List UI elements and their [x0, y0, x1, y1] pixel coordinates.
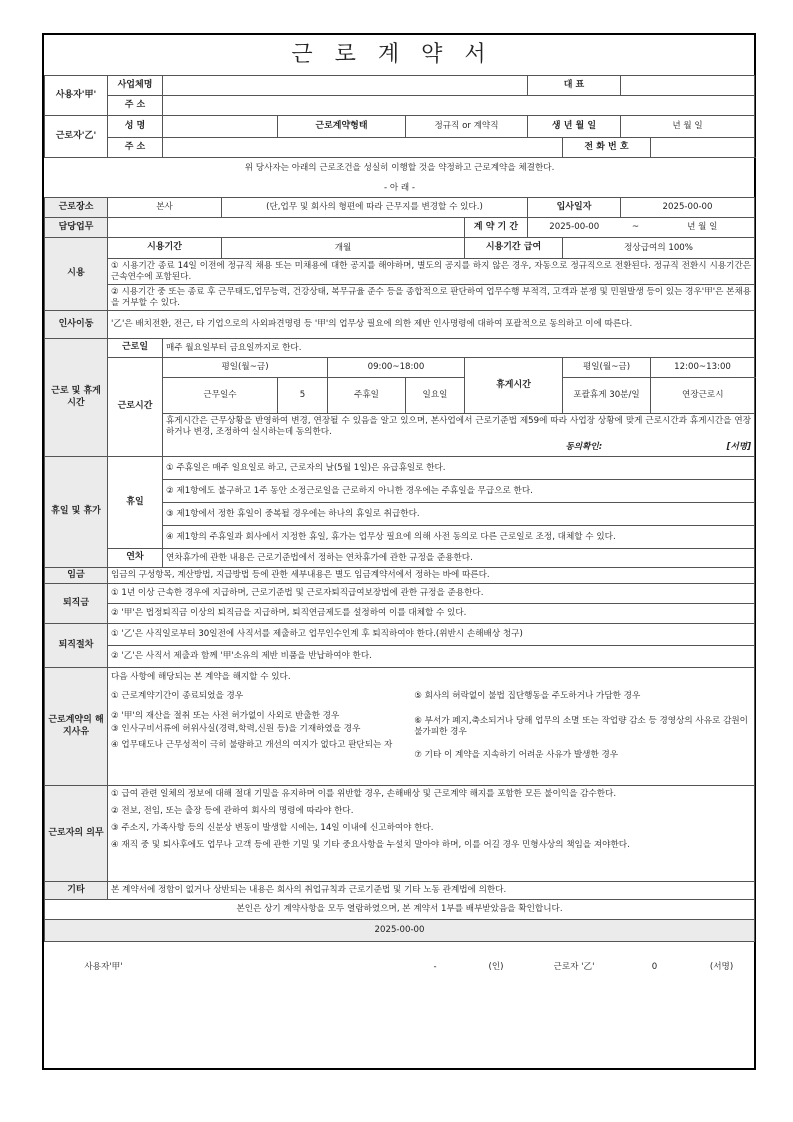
employer-address-field[interactable] — [163, 96, 755, 116]
signature-employer-label: 사용자'甲' — [84, 962, 123, 973]
resignation-clause-1: ① '乙'은 사직일로부터 30일전에 사직서를 제출하고 업무인수인계 후 퇴직하여야 한다.(위반시 손해배상 청구) — [108, 624, 755, 646]
severance-clause-2: ② '甲'은 법정퇴직금 이상의 퇴직금을 지급하며, 퇴직연금제도를 설정하여 이를 대체할 수 있다. — [108, 604, 755, 624]
break-weekday-hours[interactable]: 12:00~13:00 — [651, 358, 755, 378]
termination-label: 근로계약의 해지사유 — [45, 668, 108, 786]
termination-cell — [108, 668, 755, 786]
consent-label: 동의확인: — [563, 440, 651, 457]
phone-label: 전 화 번 호 — [563, 138, 651, 158]
workdays-value[interactable]: 5 — [278, 378, 328, 414]
resignation-clause-2: ② '乙'은 사직서 제출과 함께 '甲'소유의 제반 비품을 반납하여야 한다. — [108, 646, 755, 668]
wage-label: 임금 — [45, 568, 108, 584]
probation-pay-value[interactable]: 정상급여의 100% — [563, 238, 755, 259]
birthdate-label: 생 년 월 일 — [528, 116, 621, 138]
probation-clause-1: ① 시용기간 종료 14일 이전에 정규직 채용 또는 미채용에 대한 공지를 해야하며, 별도의 공지를 하지 않은 경우, 자동으로 정규직으로 전환된다. 정규직 전환시 시용기간은 근속연수에 포함된다. — [108, 259, 755, 285]
comp-break-value: 포괄휴게 30분/일 — [563, 378, 651, 414]
weekday-label: 평일(월~금) — [163, 358, 328, 378]
holiday-label: 휴일 — [108, 457, 163, 549]
contract-date[interactable]: 2025-00-00 — [45, 920, 755, 942]
workday-value: 매주 월요일부터 금요일까지로 한다. — [163, 339, 755, 358]
worker-label: 근로자'乙' — [45, 116, 108, 158]
severance-label: 퇴직금 — [45, 584, 108, 624]
workplace-note: (단,업무 및 회사의 형편에 따라 근무지를 변경할 수 있다.) — [222, 198, 528, 218]
business-name-field[interactable] — [163, 76, 528, 96]
worker-address-label: 주 소 — [108, 138, 163, 158]
duty-field[interactable] — [108, 218, 465, 238]
personnel-text: '乙'은 배치전환, 전근, 타 기업으로의 사외파견명령 등 '甲'의 업무상 필요에 의한 제반 인사명령에 대하여 포괄적으로 동의하고 이에 따른다. — [108, 311, 755, 339]
contract-period-sep: ~ — [621, 218, 651, 238]
obligation-clause-3: ③ 주소지, 가족사항 등의 신분상 변동이 발생할 시에는, 14일 이내에 신고하여야 한다. — [111, 823, 434, 833]
resignation-label: 퇴직절차 — [45, 624, 108, 668]
worker-name-label: 성 명 — [108, 116, 163, 138]
termination-clause-6: ⑥ 부서가 폐지,축소되거나 당해 업무의 소멸 또는 작업량 감소 등 경영상의 사유로 감원이 불가피한 경우 — [414, 716, 748, 737]
contract-type-label: 근로계약형태 — [278, 116, 406, 138]
weekly-holiday-value[interactable]: 일요일 — [406, 378, 465, 414]
employer-address-label: 주 소 — [108, 96, 163, 116]
termination-columns — [111, 685, 751, 763]
misc-label: 기타 — [45, 882, 108, 900]
business-name-label: 사업체명 — [108, 76, 163, 96]
worktime-label: 근로 및 휴게시간 — [45, 339, 108, 457]
termination-intro: 다음 사항에 해당되는 본 계약을 해지할 수 있다. — [111, 672, 291, 682]
workplace-label: 근로장소 — [45, 198, 108, 218]
contract-period-end[interactable]: 년 월 일 — [651, 218, 755, 238]
probation-period-label: 시용기간 — [108, 238, 222, 259]
signature-employer-seal[interactable]: (인) — [488, 962, 504, 973]
termination-clause-5: ⑤ 회사의 허락없이 불법 집단행동을 주도하거나 가담한 경우 — [414, 691, 641, 701]
misc-text: 본 계약서에 정함이 없거나 상반되는 내용은 회사의 취업규칙과 근로기준법 및 기타 노동 관계법에 의한다. — [108, 882, 755, 900]
representative-label: 대 표 — [528, 76, 621, 96]
break-time-label: 휴게시간 — [465, 358, 563, 414]
consent-sign[interactable]: [서명] — [651, 440, 755, 457]
join-date-value[interactable]: 2025-00-00 — [621, 198, 755, 218]
termination-clause-2: ② '甲'의 재산을 절취 또는 사전 허가없이 사외로 반출한 경우 — [111, 711, 340, 721]
termination-left — [111, 685, 408, 763]
obligations-label: 근로자의 의무 — [45, 786, 108, 882]
obligation-clause-1: ① 급여 관련 일체의 정보에 대해 절대 기밀을 유지하며 이를 위반할 경우, 손해배상 및 근로계약 해지를 포함한 모든 불이익을 감수한다. — [111, 789, 617, 799]
signature-worker-label: 근로자 '乙' — [553, 962, 595, 973]
join-date-label: 입사일자 — [528, 198, 621, 218]
confirm-text: 본인은 상기 계약사항을 모두 열람하였으며, 본 계약서 1부를 배부받았음을 확인합니다. — [45, 900, 755, 920]
page-title: 근로계약서 — [45, 35, 755, 76]
termination-right — [414, 685, 751, 763]
wage-text: 임금의 구성항목, 계산방법, 지급방법 등에 관한 세부내용은 별도 임금계약서에서 정하는 바에 따른다. — [108, 568, 755, 584]
weekday-hours[interactable]: 09:00~18:00 — [328, 358, 465, 378]
probation-pay-label: 시용기간 급여 — [465, 238, 563, 259]
probation-label: 시용 — [45, 238, 108, 311]
obligations-cell — [108, 786, 755, 882]
termination-clause-4: ④ 업무태도나 근무성적이 극히 불량하고 개선의 여지가 없다고 판단되는 자 — [111, 740, 393, 750]
obligation-clause-2: ② 전보, 전임, 또는 출장 등에 관하여 회사의 명령에 따라야 한다. — [111, 806, 354, 816]
employer-label: 사용자'甲' — [45, 76, 108, 116]
holiday-clause-3: ③ 제1항에서 정한 휴일이 중복될 경우에는 하나의 휴일로 취급한다. — [163, 503, 755, 526]
personnel-label: 인사이동 — [45, 311, 108, 339]
weekly-holiday-label: 주휴일 — [328, 378, 406, 414]
annual-leave-label: 연차 — [108, 549, 163, 568]
severance-clause-1: ① 1년 이상 근속한 경우에 지급하며, 근로기준법 및 근로자퇴직급여보장법에 관한 규정을 준용한다. — [108, 584, 755, 604]
holiday-clause-2: ② 제1항에도 불구하고 1주 동안 소정근로일을 근로하지 아니한 경우에는 주휴일을 무급으로 한다. — [163, 480, 755, 503]
below-heading: - 아 래 - — [45, 180, 755, 198]
signature-worker-sign[interactable]: (서명) — [709, 962, 734, 973]
holiday-clause-4: ④ 제1항의 주휴일과 회사에서 지정한 휴일, 휴가는 업무상 필요에 의해 사전 동의로 다른 근로일로 조정, 대체할 수 있다. — [163, 526, 755, 549]
contract-period-label: 계 약 기 간 — [465, 218, 528, 238]
workdays-label: 근무일수 — [163, 378, 278, 414]
intro-text: 위 당사자는 아래의 근로조건을 성실히 이행할 것을 약정하고 근로계약을 체결한다. — [45, 158, 755, 180]
obligation-clause-4: ④ 재직 중 및 퇴사후에도 업무나 고객 등에 관한 기밀 및 기타 중요사항을 누설치 말아야 하며, 이를 어길 경우 민형사상의 책임을 져야한다. — [111, 840, 630, 850]
signature-worker-value[interactable]: 0 — [651, 962, 658, 973]
holidays-label: 휴일 및 휴가 — [45, 457, 108, 568]
termination-clause-1: ① 근로계약기간이 종료되었을 경우 — [111, 691, 244, 701]
workplace-value[interactable]: 본사 — [108, 198, 222, 218]
phone-field[interactable] — [651, 138, 755, 158]
signature-employer-value[interactable]: - — [433, 962, 437, 973]
probation-period-value[interactable]: 개월 — [222, 238, 465, 259]
representative-field[interactable] — [621, 76, 755, 96]
termination-clause-3: ③ 인사구비서류에 허위사실(경력,학력,신원 등)을 기재하였을 경우 — [111, 724, 361, 734]
contract-table — [44, 35, 755, 994]
duty-label: 담당업무 — [45, 218, 108, 238]
probation-clause-2: ② 시용기간 중 또는 종료 후 근무태도,업무능력, 건강상태, 복무규율 준수 등을 종합적으로 판단하여 업무수행 부적격, 고객과 분쟁 및 민원발생 등이 있는 경우'甲'은 본채용을 거부할 수 있다. — [108, 285, 755, 311]
contract-period-start[interactable]: 2025-00-00 — [528, 218, 621, 238]
work-hours-label: 근로시간 — [108, 358, 163, 457]
contract-document — [42, 33, 756, 1070]
break-weekday-label: 평일(월~금) — [563, 358, 651, 378]
worker-name-field[interactable] — [163, 116, 278, 138]
termination-clause-7: ⑦ 기타 이 계약을 지속하기 어려운 사유가 발생한 경우 — [414, 750, 619, 760]
annual-leave-text: 연차휴가에 관한 내용은 근로기준법에서 정하는 연차휴가에 관한 규정을 준용한다. — [163, 549, 755, 568]
workday-label: 근로일 — [108, 339, 163, 358]
worktime-note: 휴게시간은 근무상황을 반영하여 변경, 연장될 수 있음을 알고 있으며, 본사업에서 근로기준법 제59에 따라 사업장 상황에 맞게 근로시간과 휴게시간을 연장하거나 변경, 조정하여 실시하는데 동의한다. — [163, 414, 755, 440]
birthdate-value[interactable]: 년 월 일 — [621, 116, 755, 138]
contract-type-value[interactable]: 정규직 or 계약직 — [406, 116, 528, 138]
holiday-clause-1: ① 주휴일은 매주 일요일로 하고, 근로자의 날(5월 1일)은 유급휴일로 한다. — [163, 457, 755, 480]
worker-address-field[interactable] — [163, 138, 563, 158]
overtime-label: 연장근로시 — [651, 378, 755, 414]
